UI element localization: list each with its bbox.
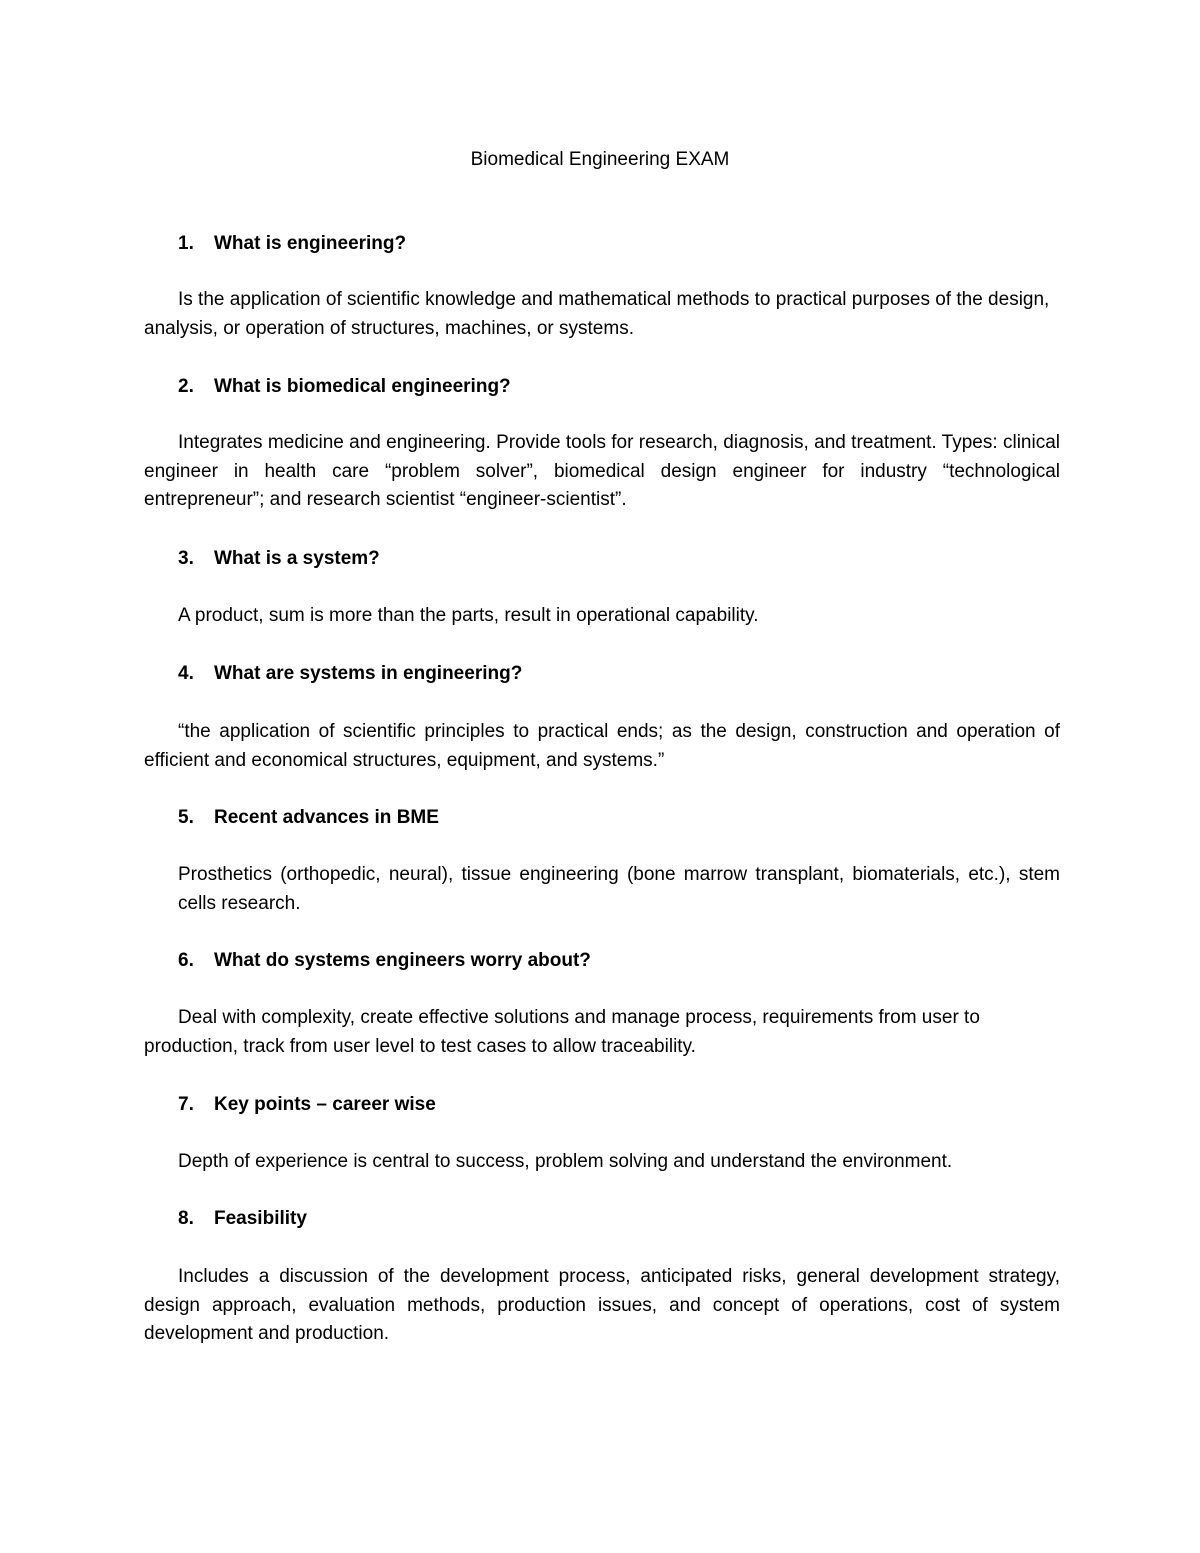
question-text: What do systems engineers worry about? bbox=[214, 950, 591, 971]
answer-2: Integrates medicine and engineering. Provide tools for research, diagnosis, and treatment. Types: clinical engineer in health care “problem solver”, biomedical design engineer for industry “technological entrepreneur”; and research scientist “engineer-scientist”. bbox=[144, 432, 1060, 511]
question-1-heading bbox=[178, 230, 406, 258]
question-text: Feasibility bbox=[214, 1208, 307, 1229]
question-5-heading bbox=[178, 804, 439, 832]
answer-6: Deal with complexity, create effective solutions and manage process, requirements from user to production, track from user level to test cases to allow traceability. bbox=[144, 1007, 980, 1057]
answer-3: A product, sum is more than the parts, result in operational capability. bbox=[178, 605, 759, 626]
question-4-heading bbox=[178, 660, 522, 688]
question-3-heading bbox=[178, 545, 380, 573]
answer-7: Depth of experience is central to success, problem solving and understand the environment. bbox=[178, 1151, 953, 1172]
question-number: 2. bbox=[178, 376, 194, 397]
question-number: 8. bbox=[178, 1208, 194, 1229]
question-text: What is biomedical engineering? bbox=[214, 376, 511, 397]
answer-4: “the application of scientific principles to practical ends; as the design, construction and operation of efficient and economical structures, equipment, and systems.” bbox=[144, 721, 1060, 771]
question-number: 4. bbox=[178, 663, 194, 684]
question-text: Recent advances in BME bbox=[214, 807, 439, 828]
question-number: 7. bbox=[178, 1094, 194, 1115]
answer-8: Includes a discussion of the development process, anticipated risks, general development strategy, design approach, evaluation methods, production issues, and concept of operations, cost of system development and production. bbox=[144, 1266, 1060, 1345]
question-number: 3. bbox=[178, 548, 194, 569]
question-7-heading bbox=[178, 1091, 436, 1119]
question-6-heading bbox=[178, 947, 591, 975]
answer-5: Prosthetics (orthopedic, neural), tissue engineering (bone marrow transplant, biomaterials, etc.), stem cells research. bbox=[178, 864, 1060, 914]
answer-1: Is the application of scientific knowledge and mathematical methods to practical purposes of the design, analysis, or operation of structures, machines, or systems. bbox=[144, 289, 1050, 339]
question-text: Key points – career wise bbox=[214, 1094, 436, 1115]
question-number: 1. bbox=[178, 233, 194, 254]
question-2-heading bbox=[178, 373, 511, 401]
question-text: What is a system? bbox=[214, 548, 380, 569]
question-number: 5. bbox=[178, 807, 194, 828]
document-title: Biomedical Engineering EXAM bbox=[470, 149, 730, 170]
question-number: 6. bbox=[178, 950, 194, 971]
question-text: What is engineering? bbox=[214, 233, 407, 254]
question-8-heading bbox=[178, 1205, 307, 1233]
question-text: What are systems in engineering? bbox=[214, 663, 523, 684]
